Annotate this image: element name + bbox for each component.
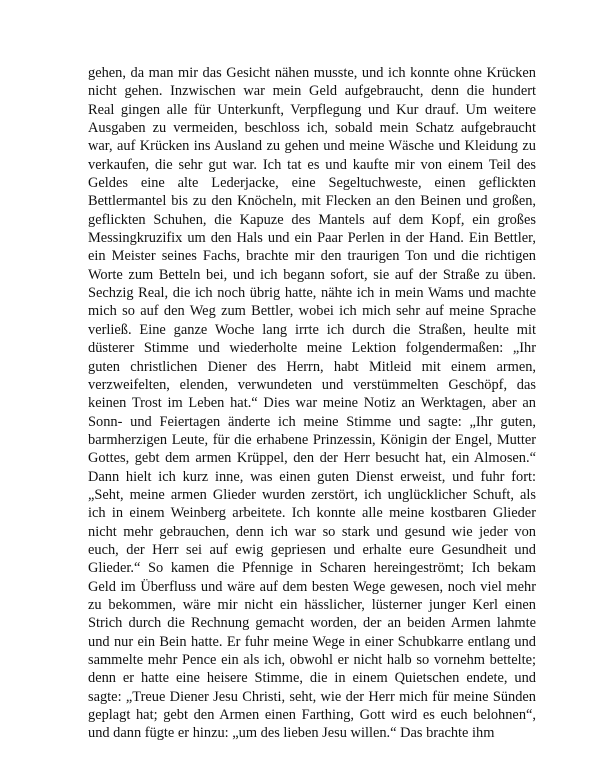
text-line: Worte zum Betteln bei, und ich begann sofort, sie auf der Straße zu üben. xyxy=(88,266,536,283)
text-line: und dann fügte er hinzu: „um des lieben Jesu willen.“ Das brachte ihm xyxy=(88,725,495,742)
text-line: ein Meister seines Fachs, brachte mir den traurigen Ton und die richtigen xyxy=(88,248,536,265)
text-line: Real gingen alle für Unterkunft, Verpflegung und Kur drauf. Um weitere xyxy=(88,101,536,118)
text-line: gehen, da man mir das Gesicht nähen musste, und ich konnte ohne Krücken xyxy=(88,65,536,81)
text-line: mich so auf den Weg zum Bettler, wobei ich mich sehr auf meine Sprache xyxy=(88,303,536,320)
text-line: sammelte mehr Pence ein als ich, obwohl er nicht halb so vornehm bettelte; xyxy=(88,652,536,668)
text-line: Geldes eine alte Lederjacke, eine Segeltuchweste, einen geflickten xyxy=(88,175,536,192)
text-line: zu bekommen, wäre mir nicht ein hässlicher, lüsterner junger Kerl einen xyxy=(88,596,536,613)
text-line: Geld im Überfluss und wäre auf dem besten Wege gewesen, noch viel mehr xyxy=(88,578,536,595)
text-line: ich in einem Weinberg arbeitete. Ich konnte alle meine kostbaren Glieder xyxy=(88,505,536,522)
text-line: Dann hielt ich kurz inne, was einen guten Dienst erweist, und fuhr fort: xyxy=(88,468,536,485)
text-line: verkaufen, die sehr gut war. Ich tat es und kaufte mir von einem Teil des xyxy=(88,156,536,173)
text-line: „Seht, meine armen Glieder wurden zerstört, ich unglücklicher Schuft, als xyxy=(88,486,536,503)
text-line: Glieder.“ So kamen die Pfennige in Scharen hereingeströmt; Ich bekam xyxy=(88,560,536,577)
text-line: Strich durch die Rechnung gemacht worden, der an beiden Armen lahmte xyxy=(88,615,536,632)
text-line: Sonn- und Feiertagen änderte ich meine Stimme und sagte: „Ihr guten, xyxy=(88,413,536,430)
text-line: Ausgaben zu vermeiden, beschloss ich, sobald mein Schatz aufgebraucht xyxy=(88,120,536,137)
text-line: barmherzigen Leute, für die erhabene Prinzessin, Königin der Engel, Mutter xyxy=(88,431,536,448)
text-line: nicht gehen. Inzwischen war mein Geld aufgebraucht, denn die hundert xyxy=(88,83,536,100)
text-line: Gottes, gebt dem armen Krüppel, den der Herr besucht hat, ein Almosen.“ xyxy=(88,450,536,467)
text-line: keinen Trost im Leben hat.“ Dies war meine Notiz an Werktagen, aber an xyxy=(88,395,536,412)
text-line: sagte: „Treue Diener Jesu Christi, seht, wie der Herr mich für meine Sünden xyxy=(88,688,536,705)
text-line: Sechzig Real, die ich noch übrig hatte, nähte ich in mein Wams und machte xyxy=(88,285,536,302)
body-text xyxy=(88,64,536,743)
text-line: euch, der Herr sei auf ewig gepriesen und erhalte eure Gesundheit und xyxy=(88,541,536,558)
text-line: war, auf Krücken ins Ausland zu gehen und meine Wäsche und Kleidung zu xyxy=(88,138,536,155)
text-line: geflickten Schuhen, die Kapuze des Mantels auf dem Kopf, ein großes xyxy=(88,211,536,228)
text-line: guten christlichen Diener des Herrn, habt Mitleid mit einem armen, xyxy=(88,358,536,375)
text-line: Messingkruzifix um den Hals und ein Paar Perlen in der Hand. Ein Bettler, xyxy=(88,230,536,247)
text-line: Bettlermantel bis zu den Knöcheln, mit Flecken an den Beinen und großen, xyxy=(88,193,536,210)
text-line: verließ. Eine ganze Woche lang irrte ich durch die Straßen, heulte mit xyxy=(88,321,536,338)
text-line: verzweifelten, elenden, verwundeten und verstümmelten Geschöpf, das xyxy=(88,376,536,393)
text-line: nicht mehr gebrauchen, denn ich war so stark und gesund wie jeder von xyxy=(88,523,536,540)
text-line: denn er hatte eine heisere Stimme, die in einem Quietschen endete, und xyxy=(88,670,536,687)
text-line: und nur ein Bein hatte. Er fuhr meine Wege in einer Schubkarre entlang und xyxy=(88,633,536,650)
text-line: geplagt hat; gebt den Armen einen Farthing, Gott wird es euch belohnen“, xyxy=(88,707,536,724)
text-line: düsterer Stimme und wiederholte meine Lektion folgendermaßen: „Ihr xyxy=(88,340,536,357)
